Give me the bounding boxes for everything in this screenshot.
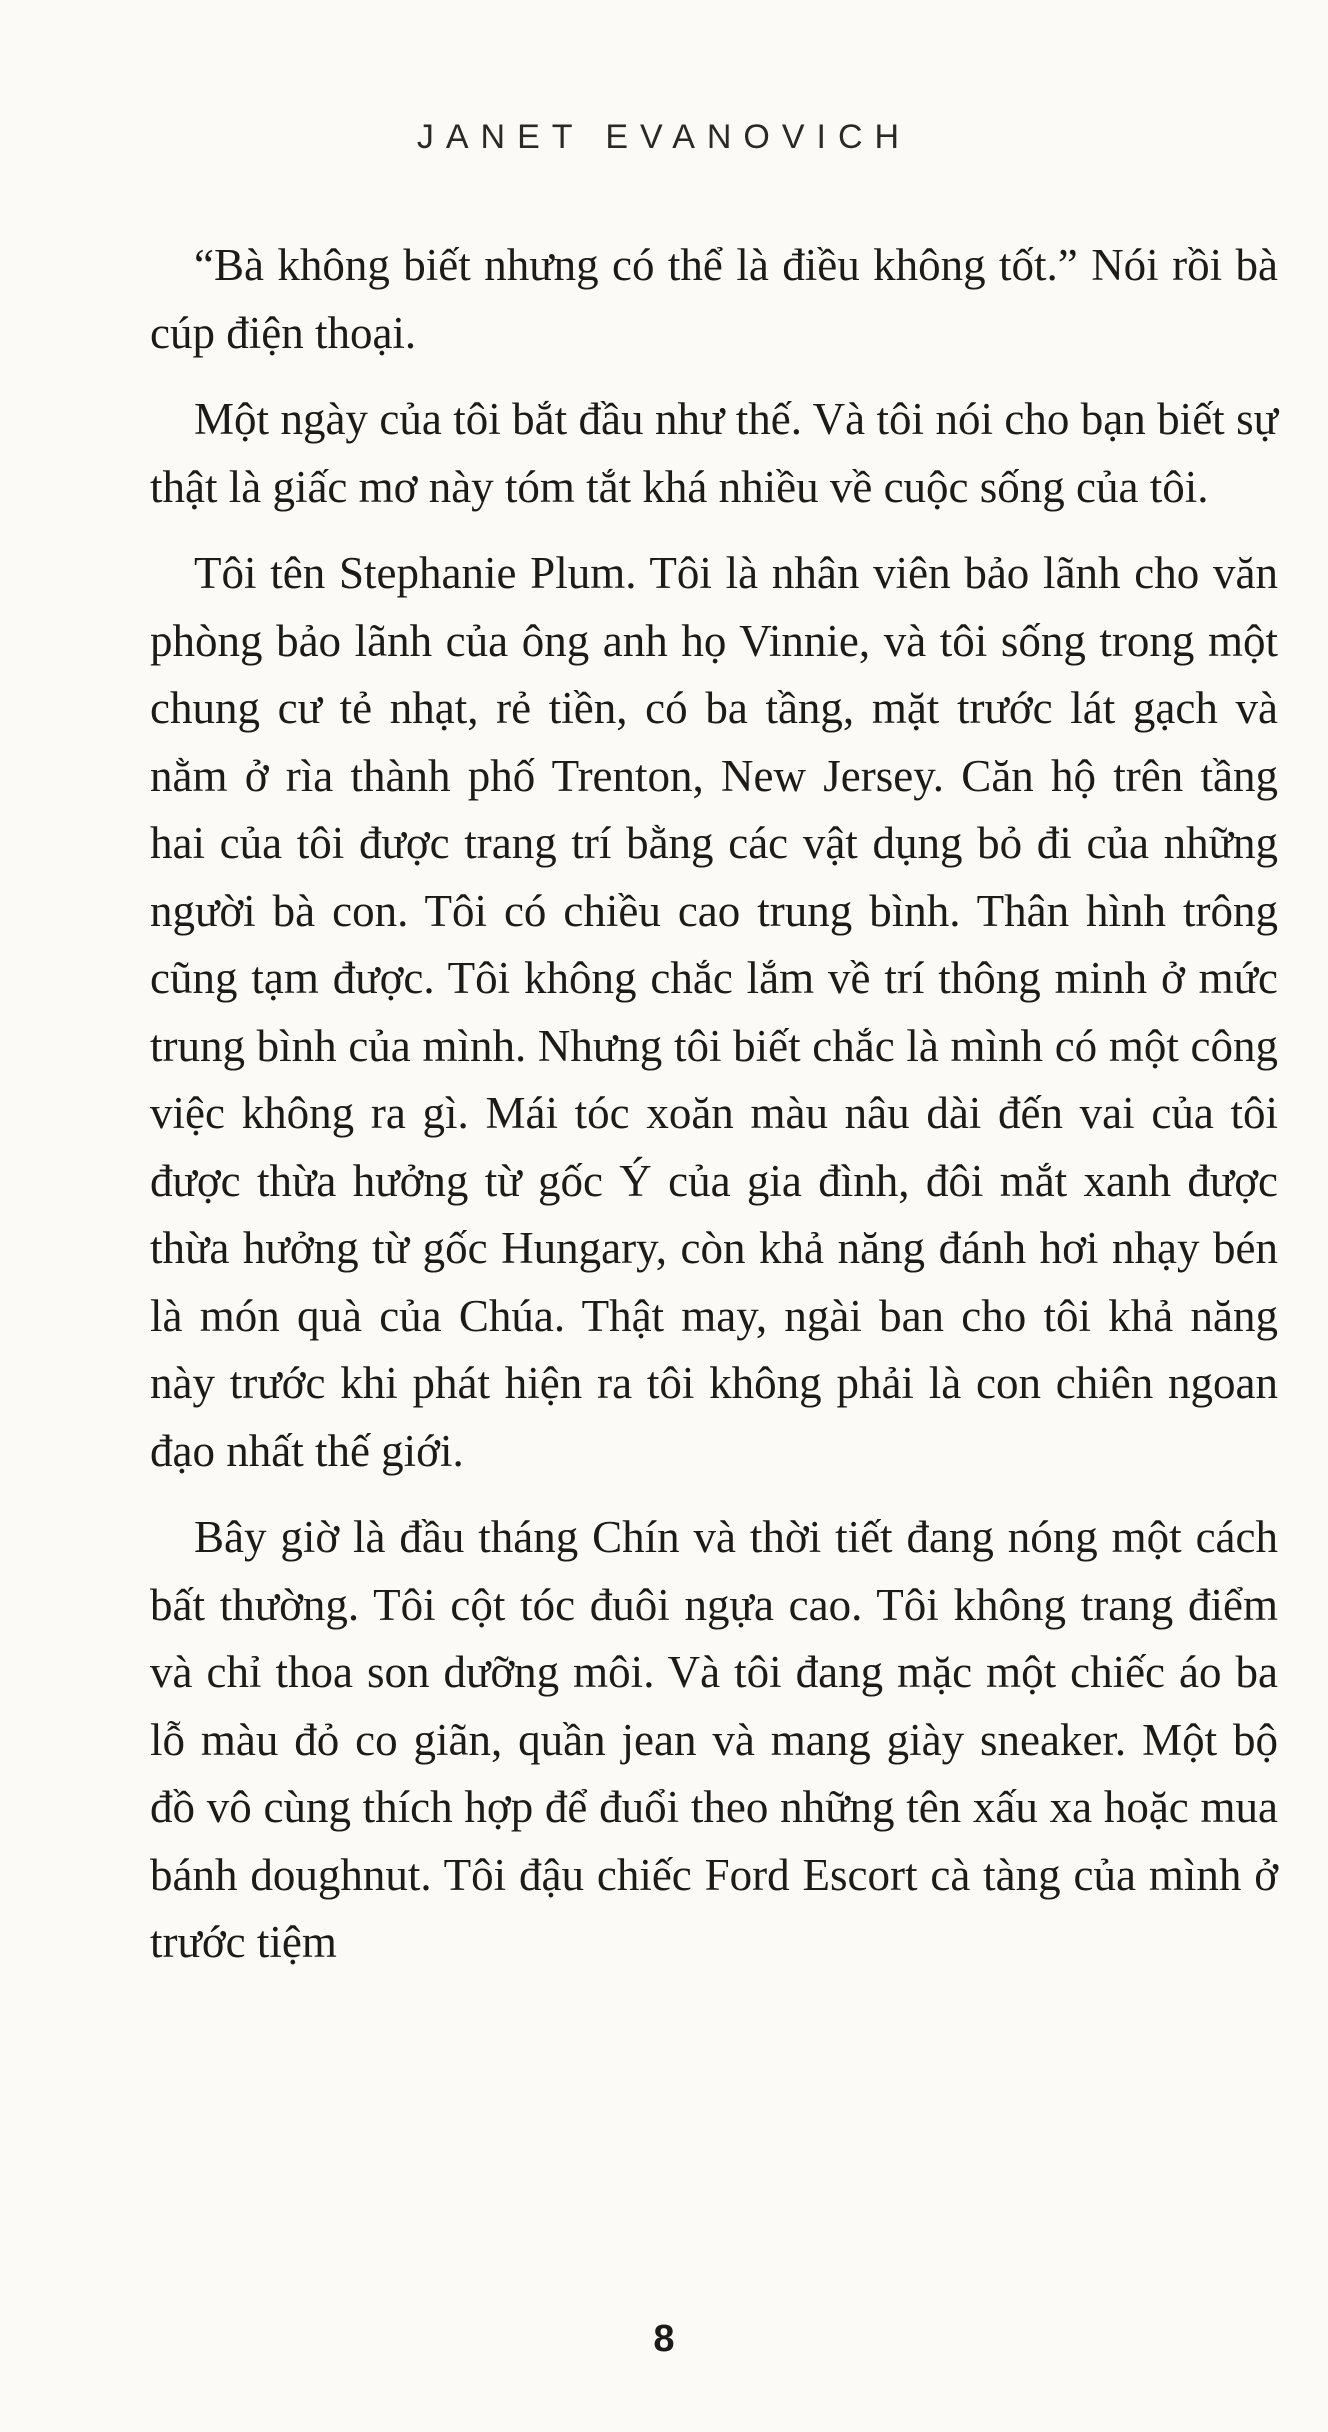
paragraph: Tôi tên Stephanie Plum. Tôi là nhân viên bảo lãnh cho văn phòng bảo lãnh của ông anh họ Vinnie, và tôi sống trong một chung cư tẻ nhạt, rẻ tiền, có ba tầng, mặt trước lát gạch và nằm ở rìa thành phố Trenton, New Jersey. Căn hộ trên tầng hai của tôi được trang trí bằng các vật dụng bỏ đi của những người bà con. Tôi có chiều cao trung bình. Thân hình trông cũng tạm được. Tôi không chắc lắm về trí thông minh ở mức trung bình của mình. Nhưng tôi biết chắc là mình có một công việc không ra gì. Mái tóc xoăn màu nâu dài đến vai của tôi được thừa hưởng từ gốc Ý của gia đình, đôi mắt xanh được thừa hưởng từ gốc Hungary, còn khả năng đánh hơi nhạy bén là món quà của Chúa. Thật may, ngài ban cho tôi khả năng này trước khi phát hiện ra tôi không phải là con chiên ngoan đạo nhất thế giới.: [150, 548, 1278, 1476]
paragraph: Bây giờ là đầu tháng Chín và thời tiết đang nóng một cách bất thường. Tôi cột tóc đuôi ngựa cao. Tôi không trang điểm và chỉ thoa son dưỡng môi. Và tôi đang mặc một chiếc áo ba lỗ màu đỏ co giãn, quần jean và mang giày sneaker. Một bộ đồ vô cùng thích hợp để đuổi theo những tên xấu xa hoặc mua bánh doughnut. Tôi đậu chiếc Ford Escort cà tàng của mình ở trước tiệm: [150, 1512, 1278, 1967]
paragraph: Một ngày của tôi bắt đầu như thế. Và tôi nói cho bạn biết sự thật là giấc mơ này tóm tắt khá nhiều về cuộc sống của tôi.: [150, 394, 1278, 512]
running-head-author: JANET EVANOVICH: [416, 118, 912, 156]
body-text: [150, 232, 1278, 1996]
paragraph: “Bà không biết nhưng có thể là điều không tốt.” Nói rồi bà cúp điện thoại.: [150, 240, 1278, 358]
page-number: 8: [653, 2318, 675, 2360]
